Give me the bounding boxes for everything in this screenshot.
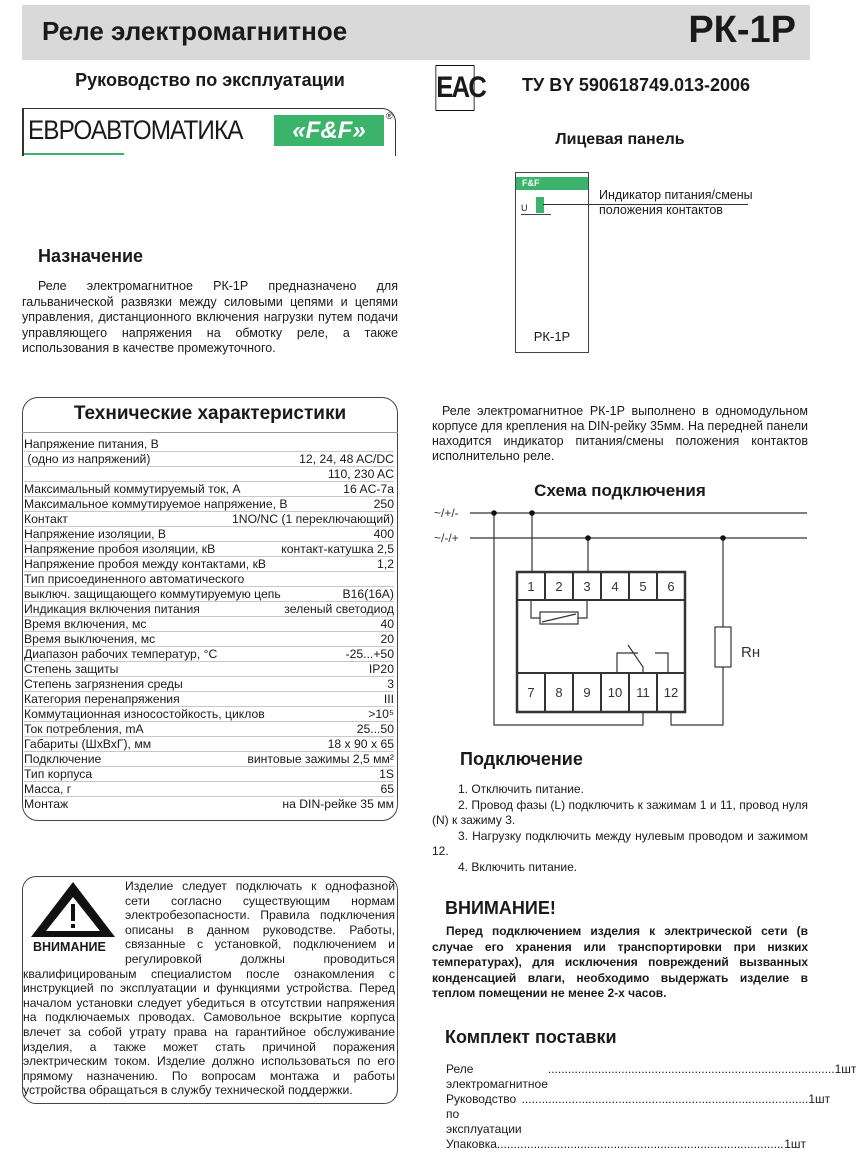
spec-label: Время выключения, мс <box>24 632 156 646</box>
product-title: Реле электромагнитное <box>42 16 348 46</box>
spec-label: Степень загрязнения среды <box>24 677 183 691</box>
coil-wire-1 <box>531 600 540 618</box>
purpose-title: Назначение <box>38 246 144 266</box>
logo-wordmark: ЕВРОАВТОМАТИКА <box>28 115 243 145</box>
contact-no <box>655 653 668 673</box>
item-qty: 1шт <box>834 1062 856 1076</box>
safety-warning-block <box>25 879 121 953</box>
spec-value: зеленый светодиод <box>284 602 394 616</box>
connection-step: 3. Нагрузку подключить между нулевым проводом и зажимом 12. <box>432 828 808 858</box>
spec-value: 16 AC-7a <box>343 482 394 496</box>
spec-label: Габариты (ШхВхГ), мм <box>24 737 152 751</box>
terminal-7: 7 <box>527 685 535 700</box>
spec-value: 400 <box>373 527 394 541</box>
package-item: Руководство по эксплуатации ...................................................................................... 1шт <box>446 1092 831 1136</box>
spec-value: 12, 24, 48 AC/DC <box>299 452 394 466</box>
spec-label: Напряжение пробоя между контактами, кВ <box>24 557 267 571</box>
spec-label: Коммутационная износостойкость, циклов <box>24 707 265 721</box>
wire-load-to-12 <box>671 667 723 725</box>
attention-title: ВНИМАНИЕ! <box>445 898 556 918</box>
item-name: Реле электромагнитное <box>446 1062 548 1091</box>
spec-value: 40 <box>380 617 394 631</box>
spec-value: контакт-катушка 2,5 <box>281 542 394 556</box>
spec-value: >10⁵ <box>368 707 394 721</box>
logo-brand: «F&F» <box>274 115 384 146</box>
spec-label: Категория перенапряжения <box>24 692 180 706</box>
spec-value: 250 <box>373 497 394 511</box>
item-qty: 1шт <box>808 1092 831 1106</box>
coil-wire-3 <box>578 600 587 618</box>
attention-text: Перед подключением изделия к электрической сети (в случае его хранения или транспортировки при низких температурах), для исключения повреждений вызванных конденсацией влаги, необходимо выдержать изделие в теплом помещении не менее 2-х часов. <box>432 924 808 1000</box>
spec-label: Степень защиты <box>24 662 119 676</box>
item-name: Упаковка <box>446 1137 497 1151</box>
package-item: Реле электромагнитное ...................................................................................... 1шт <box>446 1062 856 1091</box>
model-name: РК-1Р <box>688 9 796 51</box>
spec-label: Тип присоединенного автоматического <box>24 572 245 586</box>
spec-label: Время включения, мс <box>24 617 147 631</box>
spec-label: Максимальное коммутируемое напряжение, В <box>24 497 288 511</box>
spec-value: 25...50 <box>356 722 394 736</box>
spec-label: Напряжение изоляции, В <box>24 527 167 541</box>
terminal-3: 3 <box>583 579 591 594</box>
connection-steps <box>432 782 808 875</box>
terminal-11: 11 <box>636 685 650 700</box>
spec-value: винтовые зажимы 2,5 мм² <box>247 752 394 766</box>
terminal-1: 1 <box>527 579 535 594</box>
terminal-4: 4 <box>611 579 619 594</box>
tech-specs-title: Технические характеристики <box>73 403 347 424</box>
warning-label: ВНИМАНИЕ <box>33 940 106 954</box>
registered-mark: ® <box>386 111 393 121</box>
spec-value: на DIN-рейке 35 мм <box>282 797 394 811</box>
line2-label: ~/-/+ <box>434 531 459 545</box>
spec-label: Напряжение пробоя изоляции, кВ <box>24 542 216 556</box>
terminal-8: 8 <box>555 685 563 700</box>
manual-title: Руководство по эксплуатации <box>75 70 345 90</box>
standard-code: ТУ BY 590618749.013-2006 <box>522 75 751 95</box>
device-description: Реле электромагнитное РК-1Р выполнено в одномодульном корпусе для крепления на DIN-рейку 35мм. На передней панели находится индикатор питания/смены положения контактов исполнительно реле. <box>432 404 808 463</box>
diagram-title: Схема подключения <box>534 481 706 500</box>
spec-value: 1,2 <box>377 557 394 571</box>
line1-label: ~/+/- <box>434 506 459 520</box>
spec-value: 1S <box>379 767 394 781</box>
eac-mark-icon: EAC <box>435 65 474 111</box>
indicator-note-line1: Индикатор питания/смены <box>599 188 753 202</box>
warning-triangle-icon <box>25 879 121 939</box>
indicator-note-line2: положения контактов <box>599 203 723 217</box>
spec-label: Тип корпуса <box>24 767 93 781</box>
terminal-10: 10 <box>607 685 623 700</box>
spec-label: Масса, г <box>24 782 72 796</box>
item-qty: 1шт <box>784 1137 806 1151</box>
connection-step: 1. Отключить питание. <box>458 782 584 796</box>
spec-label: выключ. защищающего коммутируемую цепь <box>24 587 281 601</box>
spec-value: 3 <box>387 677 394 691</box>
terminal-2: 2 <box>555 579 563 594</box>
connection-step: 4. Включить питание. <box>458 859 578 874</box>
safety-warning-box <box>22 876 398 1104</box>
spec-value: 110, 230 AC <box>327 467 394 481</box>
spec-label: Индикация включения питания <box>24 602 200 616</box>
purpose-text: Реле электромагнитное РК-1Р предназначено для гальванической развязки между силовыми цепями и цепями управления, дистанционного включения нагрузки путем подачи управляющего напряжения на обмотку реле, а также использования в качестве промежуточного. <box>22 279 398 355</box>
indicator-label: U <box>521 203 528 213</box>
spec-label: Напряжение питания, В <box>24 437 159 451</box>
load-label: Rн <box>741 644 761 661</box>
spec-value: B16(16A) <box>342 587 394 601</box>
spec-value: 65 <box>380 782 394 796</box>
spec-value: 20 <box>380 632 394 646</box>
terminal-5: 5 <box>639 579 647 594</box>
terminal-9: 9 <box>583 685 591 700</box>
connection-title: Подключение <box>460 749 583 769</box>
load-resistor-icon <box>715 627 731 667</box>
package-list <box>446 1062 856 1152</box>
contact-switch-icon <box>628 645 643 673</box>
spec-label: Диапазон рабочих температур, °С <box>24 647 218 661</box>
terminal-6: 6 <box>667 579 675 594</box>
connection-step: 2. Провод фазы (L) подключить к зажимам 1 и 11, провод нуля (N) к зажиму 3. <box>432 797 808 827</box>
spec-label: Монтаж <box>24 797 69 811</box>
spec-label: Максимальный коммутируемый ток, А <box>24 482 241 496</box>
safety-text: Изделие следует подключать к однофазной сети согласно существующим нормам электробезопасности. Правила подключения описаны в данном руководстве. Работы, связанные с установкой, подключением и регулировкой должны проводиться квалифицированым специалистом после ознакомления с инструкцией по эксплуатации и функциями устройства. Перед началом установки следует убедиться в отсутствии напряжения на подключаемых проводах. Самовольное вскрытие корпуса влечет за собой утрату права на гарантийное обслуживание изделия, а также может стать причиной поражения электрическим током. Изделие должно использоваться по его прямому назначению. По вопросам монтажа и работы устройства обращаться в службу технической поддержки. <box>23 879 395 1098</box>
spec-label: (одно из напряжений) <box>24 452 151 466</box>
panel-device-label: РК-1Р <box>533 329 571 344</box>
front-panel-title: Лицевая панель <box>555 131 685 148</box>
spec-label: Контакт <box>24 512 68 526</box>
spec-label: Ток потребления, mA <box>24 722 144 736</box>
spec-label: Подключение <box>24 752 102 766</box>
panel-brand-bar: F&F <box>516 177 588 190</box>
spec-value: IP20 <box>368 662 394 676</box>
spec-value: -25...+50 <box>345 647 394 661</box>
spec-value: 1NO/NC (1 переключающий) <box>231 512 394 526</box>
spec-value: 18 х 90 х 65 <box>327 737 394 751</box>
terminal-12: 12 <box>663 685 679 700</box>
spec-value: III <box>383 692 394 706</box>
item-name: Руководство по эксплуатации <box>446 1092 522 1136</box>
package-title: Комплект поставки <box>445 1027 617 1047</box>
package-item: Упаковка ...................................................................................... 1шт <box>446 1137 806 1151</box>
